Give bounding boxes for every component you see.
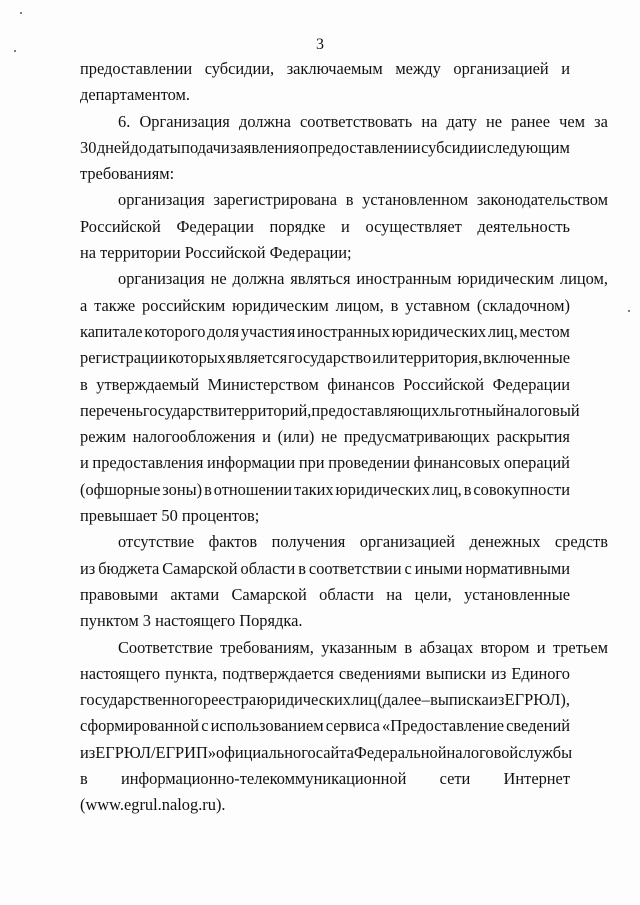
word: реестра — [202, 690, 257, 710]
word: в — [80, 769, 88, 789]
word: в — [80, 374, 88, 394]
word: Организация — [139, 111, 230, 131]
word: раскрытия — [496, 427, 570, 447]
text-line — [80, 266, 608, 292]
word: сформированной — [80, 716, 200, 736]
word: предоставлении — [80, 59, 193, 78]
word: денежных — [469, 532, 541, 552]
word: выписки — [425, 663, 487, 683]
word: фактов — [208, 532, 258, 552]
text-line — [80, 740, 573, 766]
word: финансовых — [413, 453, 501, 473]
text-line: на территории Российской Федерации; — [80, 243, 352, 263]
word: при — [298, 453, 325, 473]
word: сайта — [315, 742, 354, 762]
word: таких — [294, 479, 334, 499]
word: бюджета — [98, 558, 160, 578]
word: выписка — [430, 690, 489, 710]
word: и — [561, 59, 570, 78]
word: иностранных — [296, 321, 390, 341]
word: установленном — [362, 190, 469, 210]
word: лиц, — [487, 321, 518, 341]
word: организация — [118, 190, 205, 210]
word: налоговый — [505, 400, 580, 420]
word: юридических — [335, 479, 430, 499]
word: официального — [216, 742, 316, 762]
word: организацией — [359, 532, 456, 552]
word: юридических — [391, 321, 487, 341]
word: юридических — [256, 690, 351, 710]
word: соответствовать — [300, 111, 413, 131]
word: Министерством — [207, 374, 319, 394]
word: порядке — [269, 216, 326, 236]
word: иными — [414, 558, 463, 578]
word: лицом, — [335, 295, 384, 315]
text-line: департаментом. — [80, 85, 190, 105]
word: даты — [147, 137, 181, 157]
word: предоставлении — [308, 137, 421, 157]
word: 30 — [80, 137, 97, 157]
word: не — [321, 427, 338, 447]
word: предоставления — [92, 453, 204, 473]
paragraph-no-funds — [80, 529, 608, 634]
text-line — [80, 529, 608, 555]
text-line: требованиям: — [80, 164, 175, 184]
word: субсидии — [421, 137, 487, 157]
word: лиц — [351, 690, 378, 710]
word: отношении — [213, 479, 293, 499]
text-line — [80, 319, 570, 345]
word: сети — [439, 769, 471, 789]
text-line — [80, 56, 570, 82]
document-body — [80, 56, 608, 819]
text-line — [80, 398, 580, 424]
word: или — [372, 348, 398, 368]
word: за — [594, 111, 608, 131]
word: средств — [554, 532, 608, 552]
word: втором — [480, 637, 530, 657]
word: из — [80, 558, 96, 578]
word: капитале — [80, 321, 143, 341]
paragraph-item-6 — [80, 109, 608, 188]
word: (офшорные — [80, 479, 161, 499]
word: с — [404, 558, 412, 578]
word: Федерации — [176, 216, 254, 236]
text-line — [80, 661, 570, 687]
word: Российской — [403, 374, 485, 394]
word: Интернет — [503, 769, 570, 789]
word: должна — [238, 111, 291, 131]
word: осуществляет — [365, 216, 462, 236]
text-line — [80, 214, 570, 240]
scan-speck — [14, 50, 16, 52]
word: законодательством — [476, 190, 608, 210]
word: из — [491, 663, 507, 683]
word: в — [390, 295, 399, 315]
word: сервиса — [325, 716, 380, 736]
word: соответствии — [308, 558, 402, 578]
text-line: (www.egrul.nalog.ru). — [80, 795, 226, 815]
word: сведениями — [338, 663, 421, 683]
word: территория, — [398, 348, 483, 368]
word: нормативными — [465, 558, 570, 578]
word: и — [80, 453, 89, 473]
word: субсидии, — [204, 59, 275, 78]
word: проведении — [328, 453, 410, 473]
text-line — [80, 135, 570, 161]
word: не — [485, 111, 503, 131]
word: включенные — [483, 348, 570, 368]
word: Российской — [80, 216, 161, 236]
word: между — [395, 59, 441, 78]
word: организацией — [453, 59, 549, 78]
text-line — [80, 187, 608, 213]
paragraph-compliance — [80, 635, 608, 819]
word: а — [80, 295, 88, 315]
word: в — [298, 558, 306, 578]
word: из — [489, 690, 505, 710]
text-line — [80, 424, 570, 450]
word: юридическим — [232, 295, 329, 315]
word: ранее — [511, 111, 550, 131]
word: из — [80, 742, 96, 762]
word: о — [299, 137, 309, 157]
word: «Предоставление — [382, 716, 504, 736]
text-line: пунктом 3 настоящего Порядка. — [80, 611, 303, 631]
word: утверждаемый — [96, 374, 200, 394]
word: также — [94, 295, 136, 315]
word: и — [218, 400, 227, 420]
word: Единого — [511, 663, 570, 683]
word: предоставляющих — [311, 400, 440, 420]
text-line — [80, 635, 608, 661]
word: является — [226, 348, 288, 368]
word: третьем — [552, 637, 608, 657]
text-line — [80, 687, 570, 713]
word: – — [421, 690, 430, 710]
paragraph-continuation — [80, 56, 570, 109]
word: Самарской — [231, 584, 307, 604]
word: дней — [96, 137, 130, 157]
text-line — [80, 477, 570, 503]
word: российским — [142, 295, 226, 315]
word: должна — [232, 269, 285, 289]
word: местом — [519, 321, 570, 341]
text-line — [80, 713, 570, 739]
word: следующим — [486, 137, 570, 157]
word: финансов — [327, 374, 395, 394]
word: ЕГРЮЛ/ЕГРИП» — [95, 742, 217, 762]
word: налогообложения — [132, 427, 256, 447]
word: области — [319, 584, 374, 604]
word: в — [404, 637, 413, 657]
word: участия — [240, 321, 296, 341]
word: правовыми — [80, 584, 158, 604]
word: Федеральной — [353, 742, 447, 762]
word: отсутствие — [118, 532, 195, 552]
text-line — [80, 109, 608, 135]
word: которого — [144, 321, 206, 341]
text-line — [80, 766, 570, 792]
word: и — [262, 427, 271, 447]
text-line: превышает 50 процентов; — [80, 506, 260, 526]
word: чем — [559, 111, 585, 131]
word: подтверждается — [222, 663, 334, 683]
word: предусматривающих — [343, 427, 490, 447]
word: перечень — [80, 400, 143, 420]
word: организация — [118, 269, 205, 289]
word: (складочном) — [476, 295, 570, 315]
word: указанным — [321, 637, 398, 657]
word: подачи — [181, 137, 230, 157]
word: области — [240, 558, 296, 578]
word: государство — [288, 348, 372, 368]
word: с — [201, 716, 209, 736]
word: в — [463, 479, 472, 499]
word: (или) — [277, 427, 315, 447]
word: заявления — [230, 137, 300, 157]
word: абзацах — [419, 637, 474, 657]
word: Федерации — [492, 374, 570, 394]
word: лицом, — [559, 269, 608, 289]
word: государственного — [80, 690, 203, 710]
paragraph-registration — [80, 187, 608, 266]
word: информации — [207, 453, 296, 473]
word: не — [210, 269, 227, 289]
word: настоящего — [80, 663, 161, 683]
word: установленные — [464, 584, 570, 604]
word: лиц, — [431, 479, 462, 499]
word: режим — [80, 427, 126, 447]
text-line — [80, 372, 570, 398]
word: сведений — [506, 716, 570, 736]
word: деятельность — [477, 216, 570, 236]
word: операций — [503, 453, 570, 473]
word: которых — [168, 348, 226, 368]
text-line — [80, 450, 570, 476]
text-line — [80, 582, 570, 608]
word: иностранным — [356, 269, 452, 289]
word: требованиям, — [220, 637, 314, 657]
word: информационно-телекоммуникационной — [120, 769, 407, 789]
word: службы — [518, 742, 573, 762]
paragraph-foreign-entity — [80, 266, 608, 529]
word: зоны) — [162, 479, 203, 499]
word: пункта, — [165, 663, 218, 683]
word: и — [536, 637, 546, 657]
page-number: 3 — [316, 36, 324, 53]
word: 6. — [118, 111, 131, 131]
word: на — [386, 584, 403, 604]
scan-speck — [628, 310, 630, 312]
word: получения — [271, 532, 346, 552]
word: регистрации — [80, 348, 168, 368]
word: являться — [290, 269, 351, 289]
word: до — [130, 137, 147, 157]
word: государств — [142, 400, 219, 420]
word: дату — [446, 111, 477, 131]
word: в — [345, 190, 354, 210]
word: заключаемым — [286, 59, 383, 78]
word: ЕГРЮЛ), — [504, 690, 570, 710]
text-line — [80, 345, 570, 371]
word: цели, — [414, 584, 452, 604]
word: уставном — [405, 295, 471, 315]
word: зарегистрирована — [213, 190, 338, 210]
word: и — [341, 216, 350, 236]
word: актами — [170, 584, 220, 604]
word: на — [421, 111, 438, 131]
word: льготный — [439, 400, 506, 420]
word: доля — [207, 321, 240, 341]
text-line — [80, 556, 570, 582]
word: Самарской — [162, 558, 238, 578]
scan-speck — [20, 12, 22, 14]
word: налоговой — [446, 742, 519, 762]
word: в — [204, 479, 212, 499]
text-line — [80, 293, 570, 319]
word: (далее — [377, 690, 422, 710]
word: Соответствие — [118, 637, 213, 657]
word: юридическим — [457, 269, 555, 289]
word: территорий, — [226, 400, 312, 420]
word: совокупности — [473, 479, 570, 499]
word: использованием — [210, 716, 324, 736]
